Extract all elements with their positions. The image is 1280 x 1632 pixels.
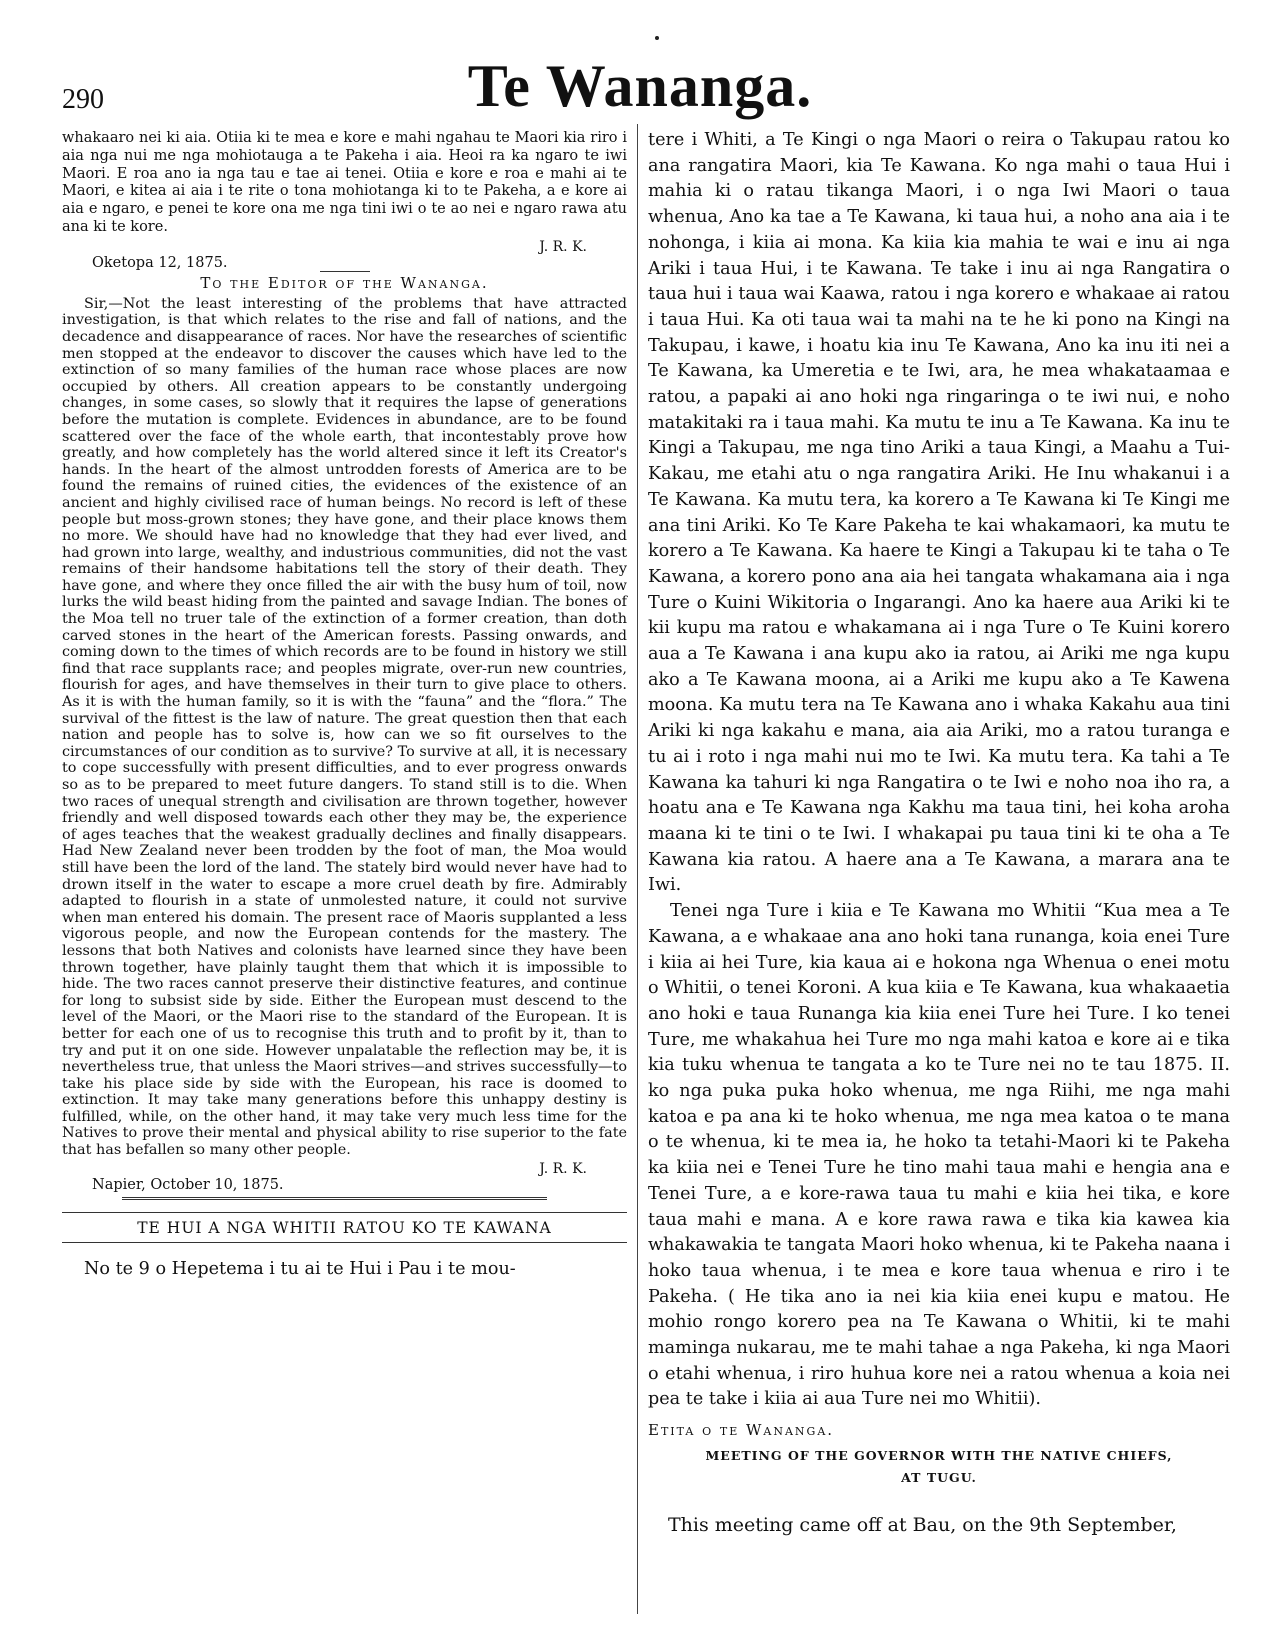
section-start-paragraph: No te 9 o Hepetema i tu ai te Hui i Pau i te mou-	[84, 1258, 516, 1279]
double-rule	[122, 1197, 547, 1200]
english-heading-line: AT TUGU.	[901, 1470, 977, 1486]
dateline: Napier, October 10, 1875.	[92, 1176, 284, 1193]
signature: J. R. K.	[539, 238, 587, 255]
letter-heading: To the Editor of the Wananga.	[200, 273, 489, 292]
maori-intro-paragraph: whakaaro nei ki aia. Otiia ki te mea e kore e mahi ngahau te Maori kia riro i aia nga nui me nga mohiotauga a te Pakeha i aia. Heoi ra ka ngaro te iwi Maori. E roa ano ia nga tau e tae ai tenei. Otiia e kore e roa e mahi ai te Maori, e kitea ai aia i te rite o tona mohiotanga ki to te Pakeha, a e kore ai aia e ngaro, e penei te kore ona me nga tini iwi o te ao nei e ngaro rawa atu ana ki te kore.	[62, 130, 627, 235]
left-column	[62, 130, 627, 1282]
article-paragraph: Tenei nga Ture i kiia e Te Kawana mo Whitii “Kua mea a Te Kawana, a e whakaae ana ano hoki tana runanga, koia enei Ture i kiia ai hei Ture, kia kaua ai e hokona nga Whenua o enei motu o Whitii, o tenei Koroni. A kua kiia e Te Kawana, kua whakaaetia ano hoki e taua Runanga kia kiia enei Ture hei Ture. I ko tenei Ture, me whakahua hei Ture mo nga mahi katoa e kore ai e tika kia tuku whenua te tangata a ko te Ture nei no te tau 1875. II. ko nga puka puka hoko whenua, me nga Riihi, me nga mahi katoa e pa ana ki te hoko whenua, me nga mea katoa o te mana o te whenua, ki te mea ia, he hoko ta tetahi-Maori ki te Pakeha ka kiia nei e Tenei Ture he tino mahi taua mahi e hengia ana e Tenei Ture, a e kore-rawa taua tu mahi e kiia hei tika, e kore taua mahi e mana. A e kore rawa rawa e tika kia kawea kia whakawakia te tangata Maori hoko whenua, ki te Pakeha naana i hoko taua whenua, i te mea e kore taua whenua e riro i te Pakeha. ( He tika ano ia nei kia kiia enei kupu e matou. He mohio rongo korero pea na Te Kawana o Whitii, ki te mahi maminga nukarau, me te mahi tahae a nga Pakeha, ki nga Maori o etahi whenua, i riro huhua kore nei a ratou whenua a koia nei pea te take i kiia ai aua Ture nei mo Whitii).	[648, 901, 1230, 1410]
dateline: Oketopa 12, 1875.	[92, 254, 228, 271]
printer-mark	[655, 36, 659, 40]
masthead-title: Te Wananga.	[467, 53, 813, 119]
article-paragraph: tere i Whiti, a Te Kingi o nga Maori o reira o Takupau ratou ko ana rangatira Maori, kia Te Kawana. Ko nga mahi o taua Hui i mahia ki o ratau tikanga Maori, i o nga Iwi Maori o taua whenua, Ano ka tae a Te Kawana, ki taua hui, a noho ana aia i te nohonga, i kiia ai mona. Ka kiia kia mahia te wai e inu ai nga Ariki i taua Hui, i te Kawana. Te take i inu ai nga Rangatira o taua hui i taua wai Kaawa, ratou i nga korero e whakaae ai ratou i taua Hui. Ka oti taua wai ta mahi na te he ki pono na Kingi na Takupau, i kawe, i hoatu kia inu Te Kawana, Ano ka inu iti nei a Te Kawana, ka Umeretia e te Iwi, ara, he mea whakataamaa e ratou, a papaki ai ano hoki nga ringaringa o te iwi nui, e noho matakitaki ra i taua mahi. Ka mutu te inu a Te Kawana. Ka inu te Kingi a Takupau, me nga tino Ariki a taua Kingi, a Maahu a Tui-Kakau, me etahi atu o nga rangatira Ariki. He Inu whakanui i a Te Kawana. Ka mutu tera, ka korero a Te Kawana ki Te Kingi me ana tini Ariki. Ko Te Kare Pakeha te kai whakamaori, ka mutu te korero a Te Kawana. Ka haere te Kingi a Takupau ki te taha o Te Kawana, a korero pono ana aia hei tangata whakamana aia i nga Ture o Kuini Wikitoria o Ingarangi. Ano ka haere aua Ariki ki te kii kupu ma ratou e whakamana ai i nga Ture o Te Kuini korero aua a Te Kawana i ana kupu ako ia ratou, ai Ariki me nga kupu ako a Te Kawana moona, ai a Ariki me kupu ako a Te Kawena moona. Ka mutu tera na Te Kawana ano i whaka Kakahu aua tini Ariki ki nga kakahu e mana, aia aia Ariki, mo a ratou turanga e tu ai i roto i nga mahi nui mo te Iwi. Ka mutu tera. Ka tahi a Te Kawana ka tahuri ki nga Rangatira o te Iwi e noho noa iho ra, a hoatu ana e Te Kawana nga Kakhu ma taua tini, hei koha aroha maana ki te tini o te Iwi. I whakapai pu taua tini ki te oha a Te Kawana kia ratou. A haere ana a Te Kawana, a marara ana te Iwi.	[648, 130, 1230, 896]
signature: J. R. K.	[539, 1160, 587, 1177]
section-heading: TE HUI A NGA WHITII RATOU KO TE KAWANA	[62, 1212, 627, 1243]
column-divider	[637, 124, 638, 1614]
english-heading	[648, 1445, 1230, 1489]
letter-body: Sir,—Not the least interesting of the problems that have attracted investigation, is that which relates to the rise and fall of nations, and the decadence and disappearance of races. Nor have the researches of scientific men stopped at the endeavor to discover the causes which have led to the extinction of so many families of the human race whose places are now occupied by others. All creation appears to be constantly undergoing changes, in some cases, so slowly that it requires the lapse of generations before the mutation is complete. Evidences in abundance, are to be found scattered over the face of the whole earth, that incontestably prove how greatly, and how completely has the world altered since it left its Creator's hands. In the heart of the almost untrodden forests of America are to be found the remains of ruined cities, the evidences of the existence of an ancient and highly civilised race of human beings. No record is left of these people but moss-grown stones; they have gone, and their place knows them no more. We should have had no knowledge that they had ever lived, and had grown into large, wealthy, and industrious communities, did not the vast remains of their handsome habitations tell the story of their death. They have gone, and where they once filled the air with the busy hum of toil, now lurks the wild beast hiding from the painted and savage Indian. The bones of the Moa tell no truer tale of the extinction of a former creation, than doth carved stones in the heart of the American forests. Passing onwards, and coming down to the times of which records are to be found in history we still find that race supplants race; and peoples migrate, over-run new countries, flourish for ages, and have themselves in their turn to give place to others. As it is with the human family, so it is with the “fauna” and the “flora.” The survival of the fittest is the law of nature. The great question then that each nation and people has to solve is, how can we so fit ourselves to the circumstances of our condition as to survive? To survive at all, it is necessary to cope successfully with present difficulties, and to ever progress onwards so as to be prepared to meet future dangers. To stand still is to die. When two races of unequal strength and civilisation are thrown together, however friendly and well disposed towards each other they may be, the experience of ages teaches that the weakest gradually declines and finally disappears. Had New Zealand never been trodden by the foot of man, the Moa would still have been the lord of the land. The stately bird would never have had to drown itself in the water to escape a more cruel death by fire. Admirably adapted to flourish in a state of unmolested nature, it could not survive when man entered his domain. The present race of Maoris supplanted a less vigorous people, and now the European contends for the mastery. The lessons that both Natives and colonists have learned since they have been thrown together, have plainly taught them that which it is impossible to hide. The two races cannot preserve their distinctive features, and continue for long to subsist side by side. Either the European must descend to the level of the Maori, or the Maori rise to the standard of the European. It is better for each one of us to recognise this truth and to profit by it, than to try and put it on one side. However unpalatable the reflection may be, it is nevertheless true, that unless the Maori strives—and strives successfully—to take his place side by side with the European, his race is doomed to extinction. It may take many generations before this unhappy destiny is fulfilled, while, on the other hand, it may take very much less time for the Natives to prove their mental and physical ability to rise superior to the fate that has befallen so many other people.	[62, 295, 627, 1159]
editor-signature: Etita o te Wananga.	[648, 1421, 835, 1440]
right-column	[648, 128, 1230, 1539]
separator-rule	[320, 271, 370, 272]
page-number: 290	[62, 84, 104, 115]
english-article-start: This meeting came off at Bau, on the 9th September,	[668, 1514, 1177, 1537]
english-heading-line: MEETING OF THE GOVERNOR WITH THE NATIVE CHIEFS,	[705, 1448, 1173, 1464]
